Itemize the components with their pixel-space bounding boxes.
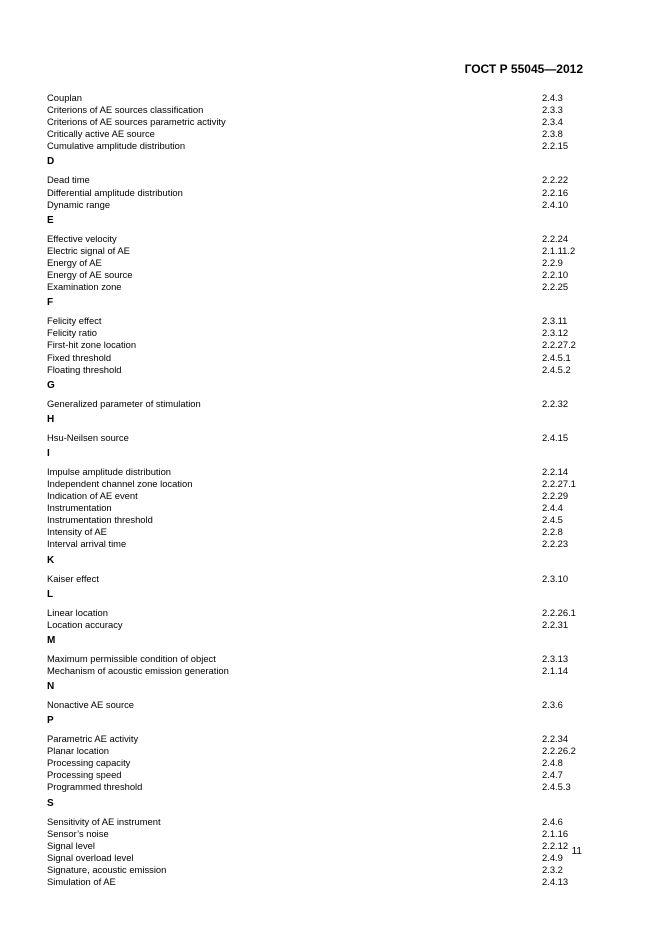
index-reference: 2.3.10 <box>542 572 569 584</box>
section-letter: I <box>47 447 50 459</box>
index-term: Processing capacity <box>47 757 131 769</box>
index-entry <box>47 619 587 631</box>
index-term: Parametric AE activity <box>47 733 139 745</box>
index-entry <box>47 104 587 116</box>
index-term: Electric signal of AE <box>47 244 130 256</box>
index-entry <box>47 769 587 781</box>
index-reference: 2.4.5.3 <box>542 781 571 793</box>
index-entry <box>47 745 587 757</box>
index-entry <box>47 852 587 864</box>
index-reference: 2.3.13 <box>542 652 569 664</box>
index-reference: 2.4.4 <box>542 502 563 514</box>
index-reference: 2.3.3 <box>542 104 563 116</box>
index-reference: 2.4.5.1 <box>542 351 571 363</box>
index-reference: 2.3.12 <box>542 327 569 339</box>
section-letter: N <box>47 681 55 692</box>
section-letter: D <box>47 156 55 168</box>
index-entry <box>47 828 587 840</box>
index-reference: 2.2.27.2 <box>542 339 576 351</box>
index-entry <box>47 364 587 376</box>
index-term: Dynamic range <box>47 198 111 210</box>
index-reference: 2.2.12 <box>542 839 569 851</box>
index-entry <box>47 339 587 351</box>
index-reference: 2.2.34 <box>542 733 569 745</box>
index-entry <box>47 128 587 140</box>
term-index <box>47 92 587 888</box>
index-entry <box>47 699 587 711</box>
index-entry <box>47 432 587 444</box>
index-entry <box>47 281 587 293</box>
index-reference: 2.2.25 <box>542 281 569 293</box>
index-reference: 2.2.24 <box>542 232 569 244</box>
index-entry <box>47 840 587 852</box>
index-term: Differential amplitude distribution <box>47 186 183 198</box>
index-reference: 2.4.7 <box>542 769 563 781</box>
index-reference: 2.3.4 <box>542 116 563 128</box>
index-term: Impulse amplitude distribution <box>47 465 172 477</box>
index-entry <box>47 327 587 339</box>
index-reference: 2.3.2 <box>542 863 563 875</box>
index-term: Effective velocity <box>47 232 117 244</box>
index-reference: 2.2.16 <box>542 186 569 198</box>
index-reference: 2.2.31 <box>542 618 569 630</box>
index-reference: 2.2.26.1 <box>542 606 576 618</box>
index-term: Mechanism of acoustic emission generation <box>47 664 229 676</box>
index-reference: 2.1.16 <box>542 827 569 839</box>
index-entry <box>47 187 587 199</box>
index-entry <box>47 490 587 502</box>
index-reference: 2.2.9 <box>542 256 563 268</box>
index-entry <box>47 864 587 876</box>
index-term: Nonactive AE source <box>47 699 135 710</box>
index-reference: 2.2.14 <box>542 465 569 477</box>
index-reference: 2.2.10 <box>542 269 569 281</box>
index-reference: 2.4.8 <box>542 757 563 769</box>
index-term: First-hit zone location <box>47 339 137 351</box>
index-reference: 2.2.27.1 <box>542 477 576 489</box>
index-entry <box>47 514 587 526</box>
index-term: Felicity effect <box>47 315 102 327</box>
index-reference: 2.2.22 <box>542 174 569 186</box>
index-reference: 2.1.14 <box>542 664 569 676</box>
index-term: Fixed threshold <box>47 351 112 363</box>
index-entry <box>47 352 587 364</box>
index-term: Couplan <box>47 92 82 103</box>
index-entry <box>47 245 587 257</box>
index-reference: 2.4.9 <box>542 851 563 863</box>
index-term: Dead time <box>47 174 90 186</box>
index-term: Signal level <box>47 839 95 851</box>
index-reference: 2.2.15 <box>542 140 569 152</box>
index-term: Criterions of AE sources classification <box>47 104 204 116</box>
index-term: Independent channel zone location <box>47 477 193 489</box>
index-entry <box>47 466 587 478</box>
index-term: Location accuracy <box>47 618 123 630</box>
index-entry <box>47 398 587 410</box>
section-letter: F <box>47 297 54 309</box>
index-term: Intensity of AE <box>47 526 107 538</box>
index-reference: 2.4.3 <box>542 92 563 103</box>
index-reference: 2.2.23 <box>542 538 569 550</box>
index-entry <box>47 876 587 888</box>
index-term: Hsu-Neilsen source <box>47 431 129 443</box>
index-entry <box>47 607 587 619</box>
index-entry <box>47 92 587 104</box>
section-letter: E <box>47 214 54 226</box>
document-header: ГОСТ Р 55045—2012 <box>464 62 583 76</box>
index-term: Programmed threshold <box>47 781 143 793</box>
index-term: Signature, acoustic emission <box>47 863 167 875</box>
index-entry <box>47 478 587 490</box>
index-reference: 2.3.8 <box>542 128 563 140</box>
index-term: Maximum permissible condition of object <box>47 652 216 664</box>
index-entry <box>47 653 587 665</box>
index-reference: 2.4.10 <box>542 198 569 210</box>
section-letter: P <box>47 715 54 727</box>
section-letter: L <box>47 588 54 600</box>
index-term: Instrumentation <box>47 502 112 514</box>
index-entry <box>47 257 587 269</box>
index-entry <box>47 538 587 550</box>
index-entry <box>47 315 587 327</box>
index-reference: 2.2.29 <box>542 490 569 502</box>
index-term: Signal overload level <box>47 851 134 863</box>
index-reference: 2.4.6 <box>542 815 563 827</box>
index-reference: 2.2.32 <box>542 397 569 409</box>
index-reference: 2.4.13 <box>542 876 569 888</box>
index-reference: 2.4.15 <box>542 431 569 443</box>
index-term: Examination zone <box>47 281 122 293</box>
index-reference: 2.2.8 <box>542 526 563 538</box>
index-term: Processing speed <box>47 769 122 781</box>
index-reference: 2.4.5 <box>542 514 563 526</box>
index-entry <box>47 233 587 245</box>
index-term: Indication of AE event <box>47 490 138 502</box>
section-letter: S <box>47 797 54 809</box>
index-entry <box>47 573 587 585</box>
index-term: Felicity ratio <box>47 327 98 339</box>
index-entry <box>47 502 587 514</box>
index-entry <box>47 526 587 538</box>
index-entry <box>47 733 587 745</box>
index-reference: 2.3.6 <box>542 699 563 710</box>
index-term: Energy of AE <box>47 256 102 268</box>
index-entry <box>47 140 587 152</box>
index-entry <box>47 269 587 281</box>
index-entry <box>47 199 587 211</box>
index-term: Linear location <box>47 606 108 618</box>
index-term: Sensor’s noise <box>47 827 109 839</box>
index-term: Floating threshold <box>47 363 122 375</box>
index-term: Cumulative amplitude distribution <box>47 140 186 152</box>
index-term: Planar location <box>47 745 110 757</box>
index-reference: 2.4.5.2 <box>542 363 571 375</box>
index-term: Generalized parameter of stimulation <box>47 397 201 409</box>
index-term: Critically active AE source <box>47 128 155 140</box>
index-entry <box>47 174 587 186</box>
index-term: Criterions of AE sources parametric activity <box>47 116 226 128</box>
page-number: 11 <box>571 846 582 857</box>
index-entry <box>47 757 587 769</box>
section-letter: H <box>47 413 55 425</box>
section-letter: K <box>47 554 55 566</box>
index-reference: 2.3.11 <box>542 315 568 327</box>
index-term: Kaiser effect <box>47 572 99 584</box>
index-term: Interval arrival time <box>47 538 127 550</box>
section-letter: G <box>47 379 55 391</box>
index-entry <box>47 665 587 677</box>
index-term: Instrumentation threshold <box>47 514 153 526</box>
index-reference: 2.2.26.2 <box>542 745 576 757</box>
index-term: Energy of AE source <box>47 269 133 281</box>
section-letter: M <box>47 634 56 646</box>
index-reference: 2.1.11.2 <box>542 244 576 256</box>
index-entry <box>47 116 587 128</box>
index-entry <box>47 816 587 828</box>
index-term: Sensitivity of AE instrument <box>47 815 161 827</box>
index-term: Simulation of AE <box>47 876 116 888</box>
index-entry <box>47 781 587 793</box>
